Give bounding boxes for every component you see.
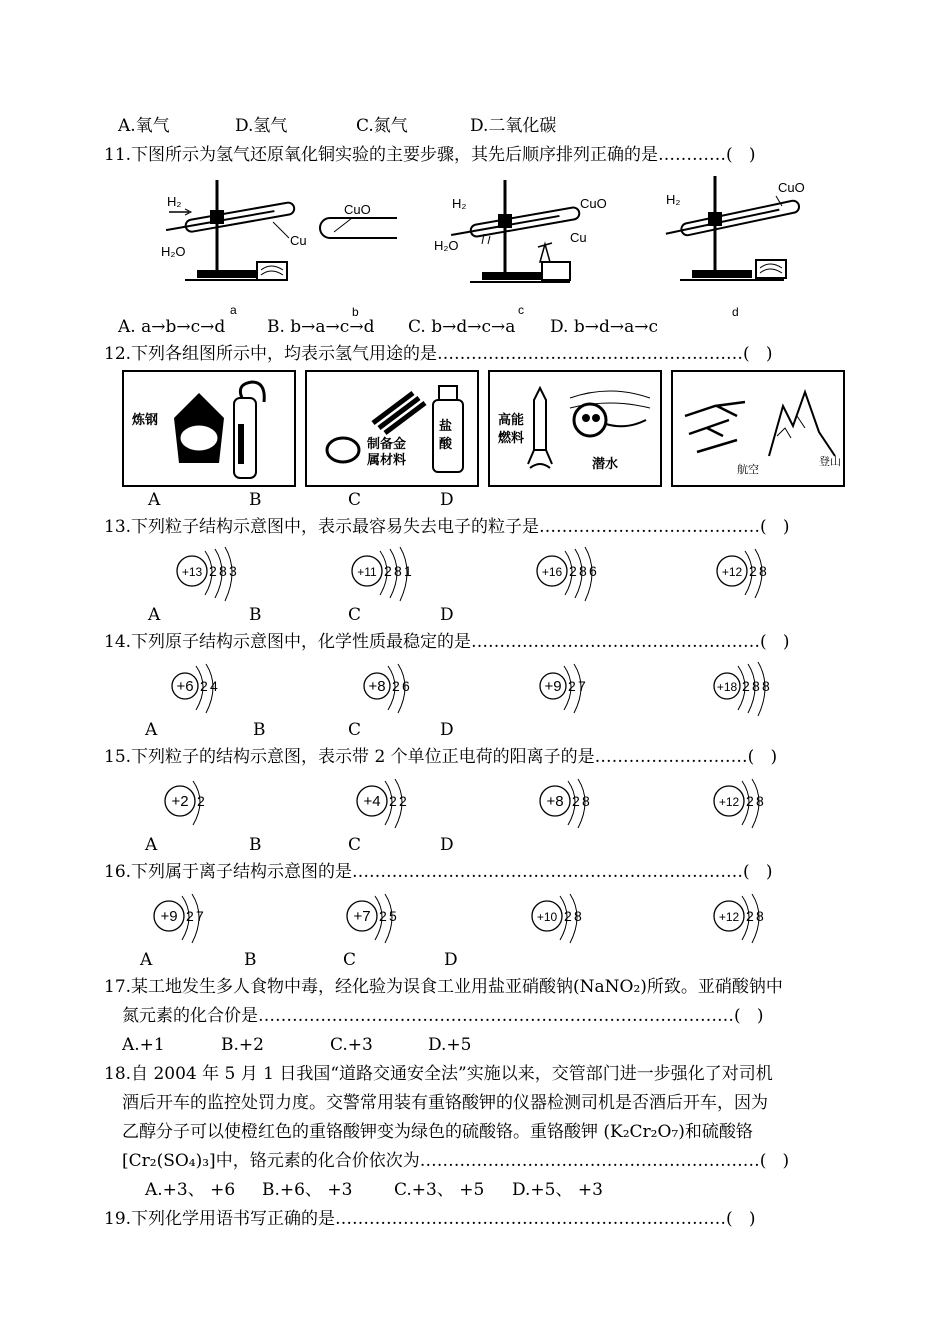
q18-line4: [Cr₂(SO₄)₃]中，铬元素的化合价依次为……………………………………………………( ) [122,1151,790,1171]
q13-letter-d: D [440,605,454,625]
nucleus-charge: +13 [181,565,203,579]
shell-electron-count: 5 [389,908,397,924]
q13-letter-b: B [249,605,262,625]
q11-option-a: A. a→b→c→d [118,317,226,337]
nucleus-charge: +8 [368,678,386,695]
q13-stem: 13.下列粒子结构示意图中，表示最容易失去电子的粒子是…………………………………( ) [104,517,790,537]
nucleus-charge: +18 [716,680,738,694]
q17-option-a: A.+1 [122,1035,165,1055]
shell-electron-count: 8 [582,793,590,809]
nucleus-charge: +8 [546,793,564,810]
q14-atom-diagram-a [170,660,280,724]
q14-atom-diagram-c [538,660,648,724]
q15-atom-diagram-a [163,775,273,839]
apparatus-figure-c [430,172,620,292]
q15-stem: 15.下列粒子的结构示意图，表示带 2 个单位正电荷的阳离子的是………………………( ) [104,747,778,767]
q12-letter-a: A [148,490,161,510]
shell-electron-count: 7 [578,678,586,694]
q17-line1: 17.某工地发生多人食物中毒，经化验为误食工业用盐亚硝酸钠(NaNO₂)所致。亚硝酸钠中 [104,977,783,997]
shell-electron-count: 2 [200,678,208,694]
q16-atom-diagram-a [152,890,262,954]
svg-text:H₂: H₂ [452,196,467,211]
nucleus-charge: +9 [160,908,178,925]
steel-furnace-icon [164,378,284,482]
q13-atom-diagram-b [350,545,460,609]
nucleus-charge: +10 [536,910,558,924]
q12-panel-a: 炼钢 [122,370,296,487]
q13-atom-diagram-d [715,545,825,609]
shell-electron-count: 2 [186,908,194,924]
apparatus-figure-a [155,170,315,290]
q16-atom-diagram-d [712,890,822,954]
q17-option-c: C.+3 [330,1035,373,1055]
q12-letter-b: B [249,490,262,510]
shell-electron-count: 2 [392,678,400,694]
q15-letter-a: A [145,835,158,855]
q16-letter-d: D [444,950,458,970]
q14-stem: 14.下列原子结构示意图中，化学性质最稳定的是……………………………………………( ) [104,632,790,652]
q13-letter-a: A [148,605,161,625]
q14-letter-b: B [253,720,266,740]
q13-atom-diagram-a [175,545,285,609]
q15-atom-diagram-c [538,775,648,839]
apparatus-figure-d [660,172,820,292]
q18-option-c: C.+3、 +5 [394,1180,485,1200]
q12-letter-c: C [348,490,362,510]
q19-stem: 19.下列化学用语书写正确的是……………………………………………………………( ) [104,1209,756,1229]
shell-electron-count: 2 [569,563,577,579]
q10-option-d: D.二氧化碳 [470,116,557,136]
q14-letter-d: D [440,720,454,740]
q16-atom-diagram-c [530,890,640,954]
q16-letter-b: B [244,950,257,970]
shell-electron-count: 2 [384,563,392,579]
q15-atom-diagram-d [712,775,822,839]
shell-electron-count: 2 [746,908,754,924]
nucleus-charge: +9 [544,678,562,695]
q10-option-b: D.氢气 [235,116,288,136]
svg-text:H₂: H₂ [666,192,681,207]
shell-electron-count: 6 [589,563,597,579]
q12-letter-d: D [440,490,454,510]
h2-label: H₂ [167,194,182,209]
shell-electron-count: 8 [219,563,227,579]
svg-text:Cu: Cu [570,230,587,245]
q10-option-c: C.氮气 [356,116,408,136]
q16-letter-c: C [343,950,357,970]
q17-option-d: D.+5 [428,1035,472,1055]
shell-electron-count: 4 [210,678,218,694]
shell-electron-count: 8 [756,908,764,924]
q14-atom-diagram-d [712,660,822,724]
q15-letter-d: D [440,835,454,855]
nucleus-charge: +12 [721,565,743,579]
shell-electron-count: 6 [402,678,410,694]
q12-panel-b: 制备金 属材料 盐 酸 [305,370,479,487]
q16-stem: 16.下列属于离子结构示意图的是……………………………………………………………( ) [104,862,773,882]
q11-option-d: D. b→d→a→c [550,317,658,337]
q18-option-a: A.+3、 +6 [145,1180,236,1200]
q16-letter-a: A [140,950,153,970]
q12-panel-d: 航空 登山 [671,370,845,487]
nucleus-charge: +2 [171,793,189,810]
shell-electron-count: 2 [379,908,387,924]
shell-electron-count: 8 [752,678,760,694]
q11-option-b: B. b→a→c→d [267,317,375,337]
cu-label: Cu [290,233,307,248]
shell-electron-count: 2 [746,793,754,809]
shell-electron-count: 2 [568,678,576,694]
q18-option-b: B.+6、 +3 [262,1180,353,1200]
shell-electron-count: 2 [742,678,750,694]
q17-option-b: B.+2 [221,1035,264,1055]
q18-line2: 酒后开车的监控处罚力度。交警常用装有重铬酸钾的仪器检测司机是否酒后开车，因为 [122,1093,768,1113]
shell-electron-count: 8 [394,563,402,579]
nucleus-charge: +4 [363,793,381,810]
shell-electron-count: 3 [229,563,237,579]
q14-atom-diagram-b [362,660,472,724]
nucleus-charge: +11 [357,565,377,579]
shell-electron-count: 7 [196,908,204,924]
svg-text:H₂O: H₂O [434,238,459,253]
fig-letter-a: a [230,303,237,317]
shell-electron-count: 8 [762,678,770,694]
shell-electron-count: 1 [404,563,412,579]
q15-letter-b: B [249,835,262,855]
q14-letter-c: C [348,720,362,740]
shell-electron-count: 8 [759,563,767,579]
rocket-diver-icon [520,378,656,482]
q15-letter-c: C [348,835,362,855]
svg-text:CuO: CuO [580,196,607,211]
fig-letter-b: b [352,305,359,319]
shell-electron-count: 8 [574,908,582,924]
shell-electron-count: 2 [399,793,407,809]
shell-electron-count: 2 [749,563,757,579]
q16-atom-diagram-b [345,890,455,954]
cuo-label: CuO [344,202,371,217]
q18-option-d: D.+5、 +3 [512,1180,603,1200]
apparatus-figure-b [312,200,402,260]
shell-electron-count: 2 [197,793,205,809]
q18-line1: 18.自 2004 年 5 月 1 日我国“道路交通安全法”实施以来，交管部门进一步强化了对司机 [104,1064,773,1084]
shell-electron-count: 2 [209,563,217,579]
nucleus-charge: +12 [718,910,740,924]
nucleus-charge: +7 [353,908,371,925]
shell-electron-count: 8 [756,793,764,809]
q14-letter-a: A [145,720,158,740]
shell-electron-count: 2 [564,908,572,924]
q13-atom-diagram-c [535,545,645,609]
q11-option-c: C. b→d→c→a [408,317,516,337]
q13-letter-c: C [348,605,362,625]
q15-atom-diagram-b [355,775,465,839]
nucleus-charge: +6 [176,678,194,695]
fig-letter-c: c [518,303,524,317]
q11-stem: 11.下图所示为氢气还原氧化铜实验的主要步骤，其先后顺序排列正确的是…………( ) [104,145,756,165]
q10-option-a: A.氧气 [118,116,170,136]
h2o-label: H₂O [161,244,186,259]
q12-stem: 12.下列各组图所示中，均表示氢气用途的是………………………………………………( ) [104,344,773,364]
nucleus-charge: +16 [541,565,563,579]
q18-line3: 乙醇分子可以使橙红色的重铬酸钾变为绿色的硫酸铬。重铬酸钾 (K₂Cr₂O₇)和硫酸铬 [122,1122,753,1142]
q17-line2: 氮元素的化合价是…………………………………………………………………………( ) [122,1006,764,1026]
shell-electron-count: 8 [579,563,587,579]
nucleus-charge: +12 [718,795,740,809]
shell-electron-count: 2 [389,793,397,809]
fig-letter-d: d [732,305,739,319]
shell-electron-count: 2 [572,793,580,809]
svg-text:CuO: CuO [778,180,805,195]
q12-panel-c: 高能 燃料 潜水 [488,370,662,487]
